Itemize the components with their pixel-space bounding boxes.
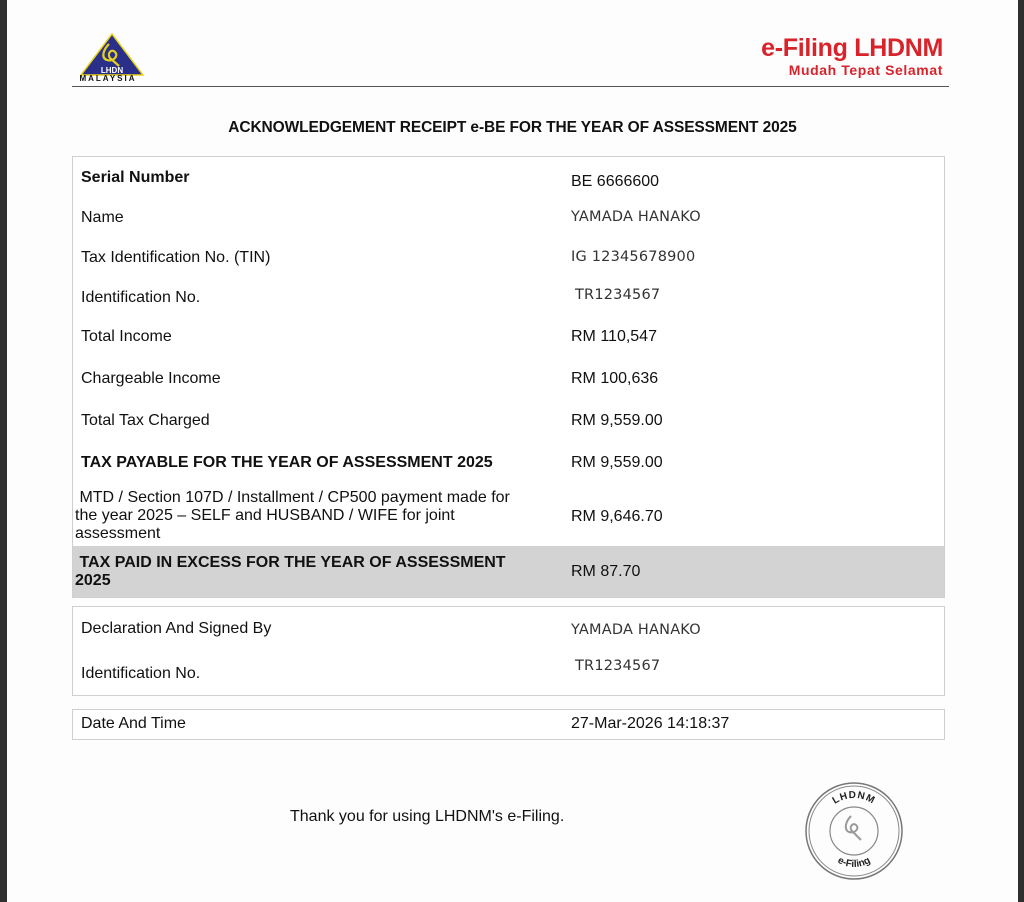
declaration-table <box>72 606 945 696</box>
id-no-value: TR1234567 <box>575 287 661 303</box>
seal-top-text: LHDNM <box>830 789 878 807</box>
label-line: the year 2025 – SELF and HUSBAND / WIFE for joint <box>75 507 455 524</box>
brand-title: e-Filing LHDNM <box>761 34 943 62</box>
declaration-id-label: Identification No. <box>81 665 201 682</box>
total-tax-charged-label: Total Tax Charged <box>81 412 210 429</box>
tin-value: IG 12345678900 <box>571 249 696 265</box>
details-table <box>72 156 945 598</box>
declaration-label: Declaration And Signed By <box>81 620 272 637</box>
tax-payable-label: TAX PAYABLE FOR THE YEAR OF ASSESSMENT 2025 <box>81 454 493 471</box>
label-line: TAX PAID IN EXCESS FOR THE YEAR OF ASSESSMENT <box>75 554 506 571</box>
total-tax-charged-value: RM 9,559.00 <box>571 412 663 429</box>
header-divider <box>72 86 949 87</box>
svg-text:e-Filing <box>836 855 873 870</box>
tax-excess-row <box>73 546 944 597</box>
name-value: YAMADA HANAKO <box>571 209 701 225</box>
tin-label: Tax Identification No. (TIN) <box>81 249 271 266</box>
efiling-brand <box>761 35 943 78</box>
chargeable-income-label: Chargeable Income <box>81 370 221 387</box>
datetime-value: 27-Mar-2026 14:18:37 <box>571 715 730 732</box>
id-no-label: Identification No. <box>81 289 201 306</box>
tax-payable-value: RM 9,559.00 <box>571 454 663 471</box>
svg-text:LHDNM <box>831 790 877 807</box>
tax-excess-label <box>75 554 506 590</box>
chargeable-income-value: RM 100,636 <box>571 370 659 387</box>
lhdnm-efiling-seal-icon <box>803 780 905 882</box>
seal-bottom-text: e-Filing <box>835 855 873 871</box>
mtd-payment-label <box>75 489 510 543</box>
logo-country: MALAYSIA <box>79 74 137 83</box>
total-income-label: Total Income <box>81 328 172 345</box>
datetime-table <box>72 709 945 740</box>
label-line: assessment <box>75 525 161 542</box>
receipt-page <box>7 0 1018 902</box>
tax-excess-value: RM 87.70 <box>571 563 641 580</box>
brand-tagline: Mudah Tepat Selamat <box>788 62 943 78</box>
serial-number-label: Serial Number <box>81 169 190 186</box>
datetime-label: Date And Time <box>81 715 186 732</box>
thank-you-message: Thank you for using LHDNM's e-Filing. <box>290 808 565 825</box>
label-line: 2025 <box>75 572 111 589</box>
page-title: ACKNOWLEDGEMENT RECEIPT e-BE FOR THE YEAR OF ASSESSMENT 2025 <box>228 119 797 136</box>
declaration-value: YAMADA HANAKO <box>571 622 701 638</box>
label-line: MTD / Section 107D / Installment / CP500 payment made for <box>75 489 510 506</box>
declaration-id-value: TR1234567 <box>575 658 661 674</box>
total-income-value: RM 110,547 <box>571 328 657 345</box>
serial-number-value: BE 6666600 <box>571 173 660 190</box>
logo-acronym: LHDN <box>100 66 124 75</box>
mtd-payment-value: RM 9,646.70 <box>571 508 663 525</box>
name-label: Name <box>81 209 124 226</box>
